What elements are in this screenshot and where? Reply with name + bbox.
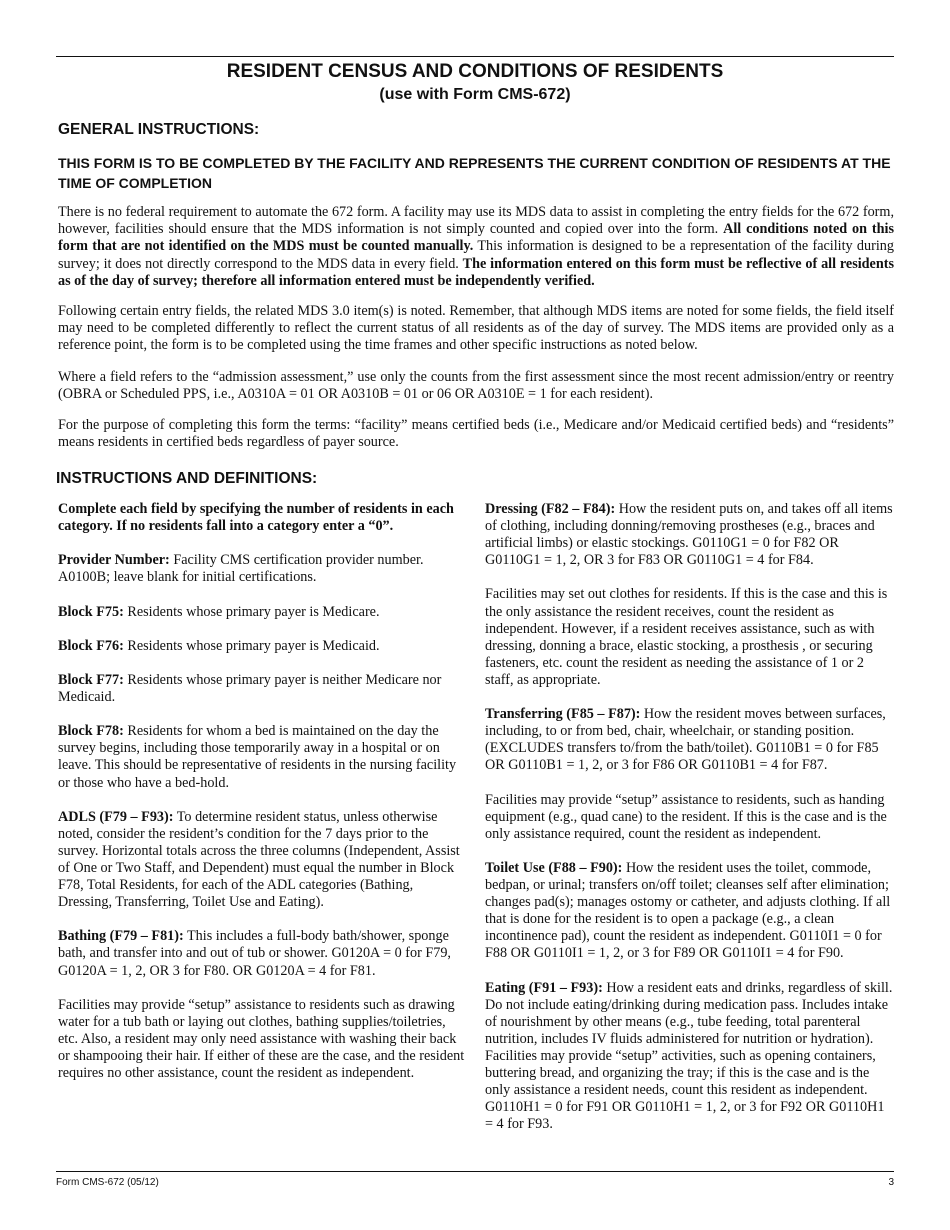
toilet-use-def: Toilet Use (F88 – F90): How the resident uses the toilet, commode, bedpan, or urinal; transfers on/off toilet; cleanses self after elimination; changes pad(s); manages ostomy or catheter, and adjusts clothing. If all that is done for the resident is to open a package (e.g., a clean incontinence pad), count the resident as independent. G0110I1 = 0 for F88 OR G0110I1 = 1, 2, or 3 for F89 OR G0110I1 = 4 for F90. <box>485 859 891 962</box>
definitions-right-column <box>485 501 895 1151</box>
block-f75-def: Block F75: Residents whose primary payer is Medicare. <box>58 603 380 620</box>
page-subtitle: (use with Form CMS-672) <box>379 86 571 103</box>
general-paragraph-3: Where a field refers to the “admission assessment,” use only the counts from the first assessment since the most recent admission/entry or reentry (OBRA or Scheduled PPS, i.e., A0310A = 01 OR A0310B = 01 or 06 OR A0310E = 1 for each resident). <box>58 369 894 403</box>
dressing-setup-note: Facilities may set out clothes for residents. If this is the case and this is the only assistance the resident receives, count the resident as independent. However, if a resident receives assistance, such as with dressing, donning a brace, elastic stocking, a prosthesis , or securing fasteners, etc. count the resident as needing the assistance of 1 or 2 staff, as appropriate. <box>485 586 888 688</box>
page-title: RESIDENT CENSUS AND CONDITIONS OF RESIDENTS <box>226 61 724 82</box>
footer-form-id: Form CMS-672 (05/12) <box>56 1177 159 1188</box>
general-paragraph-1: There is no federal requirement to automate the 672 form. A facility may use its MDS data to assist in completing the entry fields for the 672 form, however, facilities should ensure that the MDS information is not simply counted and copied over into the form. All conditions noted on this form that are not identified on the MDS must be counted manually. This information is designed to be a representation of the facility during survey; it does not directly correspond to the MDS data in every field. The information entered on this form must be reflective of all residents as of the day of survey; therefore all information entered must be independently verified. <box>58 204 895 289</box>
block-f76-def: Block F76: Residents whose primary payer is Medicaid. <box>58 637 380 654</box>
provider-number-def: Provider Number: Facility CMS certification provider number. A0100B; leave blank for initial certifications. <box>58 552 424 586</box>
intro-paragraph: Complete each field by specifying the number of residents in each category. If no residents fall into a category enter a “0”. <box>58 501 454 535</box>
footer-page-number: 3 <box>888 1177 894 1188</box>
adls-def: ADLS (F79 – F93): To determine resident status, unless otherwise noted, consider the resident’s condition for the 7 days prior to the survey. Horizontal totals across the three columns (Independent, Assist of One or Two Staff, and Dependent) must equal the number in Block F78, Total Residents, for each of the ADL categories (Bathing, Dressing, Transferring, Toilet Use and Eating). <box>58 808 460 911</box>
general-bold-notice: THIS FORM IS TO BE COMPLETED BY THE FACILITY AND REPRESENTS THE CURRENT CONDITION OF RESIDENTS AT THE TIME OF COMPLETION <box>58 155 891 191</box>
general-paragraph-2: Following certain entry fields, the related MDS 3.0 item(s) is noted. Remember, that although MDS items are noted for some fields, the field itself may need to be completed differently to reflect the current status of all residents as of the day of survey. The MDS items are provided only as a reference point, the form is to be completed using the time frames and other specific instructions as noted below. <box>58 303 894 354</box>
block-f78-def: Block F78: Residents for whom a bed is maintained on the day the survey begins, including those temporarily away in a hospital or on leave. This should be representative of residents in the nursing facility or those who have a bed-hold. <box>58 723 457 791</box>
definitions-heading: INSTRUCTIONS AND DEFINITIONS: <box>56 470 318 487</box>
bottom-divider <box>56 1171 894 1172</box>
eating-def: Eating (F91 – F93): How a resident eats and drinks, regardless of skill. Do not include eating/drinking during medication pass. Includes intake of nourishment by other means (e.g., tube feeding, total parenteral nutrition, includes IV fluids administered for nutrition or hydration). Facilities may provide “setup” activities, such as opening containers, buttering bread, and organizing the tray; if this is the case and is the only assistance a resident needs, count this resident as independent. G0110H1 = 0 for F91 OR G0110H1 = 1, 2, or 3 for F92 OR G0110H1 = 4 for F93. <box>485 979 893 1133</box>
definitions-left-column <box>58 501 466 1099</box>
block-f77-def: Block F77: Residents whose primary payer is neither Medicare nor Medicaid. <box>58 671 442 706</box>
general-paragraph-4: For the purpose of completing this form the terms: “facility” means certified beds (i.e., Medicare and/or Medicaid certified beds) and “residents” means residents in certified beds regardless of payer source. <box>58 417 894 451</box>
top-divider <box>56 56 894 57</box>
transferring-def: Transferring (F85 – F87): How the resident moves between surfaces, including, to or from bed, chair, wheelchair, or standing position. (EXCLUDES transfers to/from the bath/toilet). G0110B1 = 0 for F85 OR G0110B1 = 1, 2, or 3 for F86 OR G0110B1 = 4 for F87. <box>485 706 886 774</box>
transferring-setup-note: Facilities may provide “setup” assistance to residents, such as handing equipment (e.g., quad cane) to the resident. If this is the case and is the only assistance required, count the resident as independent. <box>485 791 887 842</box>
bathing-setup-note: Facilities may provide “setup” assistance to residents such as drawing water for a tub bath or laying out clothes, bathing supplies/toiletries, etc. Also, a resident may only need assistance with washing their back or shampooing their hair. If either of these are the case, and the resident requires no other assistance, count the resident as independent. <box>58 996 465 1082</box>
dressing-def: Dressing (F82 – F84): How the resident puts on, and takes off all items of clothing, including donning/removing prostheses (e.g., braces and artificial limbs) or elastic stockings. G0110G1 = 0 for F82 OR G0110G1 = 1, 2, OR 3 for F83 OR G0110G1 = 4 for F84. <box>485 501 893 569</box>
document-page <box>56 0 894 1230</box>
general-instructions-heading: GENERAL INSTRUCTIONS: <box>58 121 260 138</box>
bathing-def: Bathing (F79 – F81): This includes a full-body bath/shower, sponge bath, and transfer into and out of tub or shower. G0120A = 0 for F79, G0120A = 1, 2, OR 3 for F80. OR G0120A = 4 for F81. <box>58 928 451 979</box>
